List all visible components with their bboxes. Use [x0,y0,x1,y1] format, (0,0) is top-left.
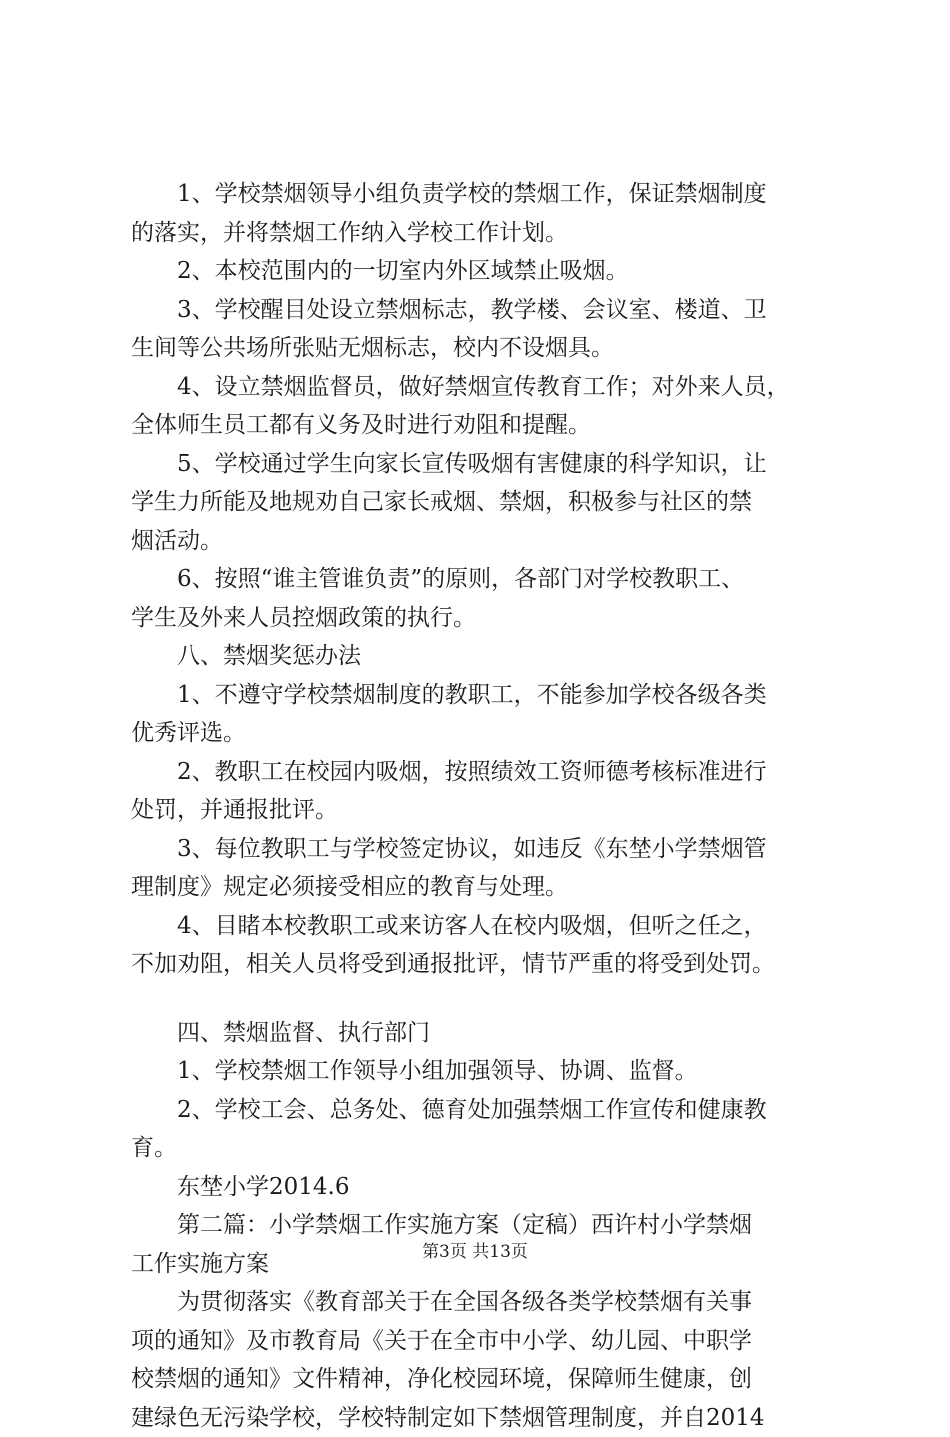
text-line: 不加劝阻，相关人员将受到通报批评，情节严重的将受到处罚。 [131,945,843,984]
text-line: 处罚，并通报批评。 [131,791,843,830]
text-line: 2、教职工在校园内吸烟，按照绩效工资师德考核标准进行 [131,753,843,792]
section-supervision [131,1014,843,1437]
text-line: 全体师生员工都有义务及时进行劝阻和提醒。 [131,406,843,445]
text-line: 4、设立禁烟监督员，做好禁烟宣传教育工作；对外来人员， [131,368,843,407]
text-line: 为贯彻落实《教育部关于在全国各级各类学校禁烟有关事 [131,1283,843,1322]
page-footer [0,1240,950,1264]
text-line: 学生及外来人员控烟政策的执行。 [131,599,843,638]
text-line: 八、禁烟奖惩办法 [131,637,843,676]
text-line: 2、学校工会、总务处、德育处加强禁烟工作宣传和健康教 [131,1091,843,1130]
text-line: 的落实，并将禁烟工作纳入学校工作计划。 [131,214,843,253]
text-line: 学生力所能及地规劝自己家长戒烟、禁烟，积极参与社区的禁 [131,483,843,522]
text-line: 4、目睹本校教职工或来访客人在校内吸烟，但听之任之， [131,907,843,946]
section-rules [131,175,843,984]
text-line: 1、不遵守学校禁烟制度的教职工，不能参加学校各级各类 [131,676,843,715]
text-line: 第二篇：小学禁烟工作实施方案（定稿）西许村小学禁烟 [131,1206,843,1245]
page-number: 第3页 共13页 [422,1242,528,1262]
text-line: 优秀评选。 [131,714,843,753]
text-line: 6、按照“谁主管谁负责”的原则，各部门对学校教职工、 [131,560,843,599]
text-line: 工作实施方案 [131,1245,843,1284]
text-line: 四、禁烟监督、执行部门 [131,1014,843,1053]
text-line: 1、学校禁烟领导小组负责学校的禁烟工作，保证禁烟制度 [131,175,843,214]
text-line: 5、学校通过学生向家长宣传吸烟有害健康的科学知识，让 [131,445,843,484]
text-line: 1、学校禁烟工作领导小组加强领导、协调、监督。 [131,1052,843,1091]
text-line: 生间等公共场所张贴无烟标志，校内不设烟具。 [131,329,843,368]
text-line: 项的通知》及市教育局《关于在全市中小学、幼儿园、中职学 [131,1322,843,1361]
text-line: 3、每位教职工与学校签定协议，如违反《东埜小学禁烟管 [131,830,843,869]
text-line: 烟活动。 [131,522,843,561]
text-line: 建绿色无污染学校，学校特制定如下禁烟管理制度，并自2014 [131,1399,843,1437]
text-line: 校禁烟的通知》文件精神，净化校园环境，保障师生健康，创 [131,1360,843,1399]
text-line: 2、本校范围内的一切室内外区域禁止吸烟。 [131,252,843,291]
text-line: 东埜小学2014.6 [131,1168,843,1207]
text-line: 育。 [131,1129,843,1168]
text-line: 理制度》规定必须接受相应的教育与处理。 [131,868,843,907]
text-line: 3、学校醒目处设立禁烟标志，教学楼、会议室、楼道、卫 [131,291,843,330]
section-gap [131,984,843,1014]
